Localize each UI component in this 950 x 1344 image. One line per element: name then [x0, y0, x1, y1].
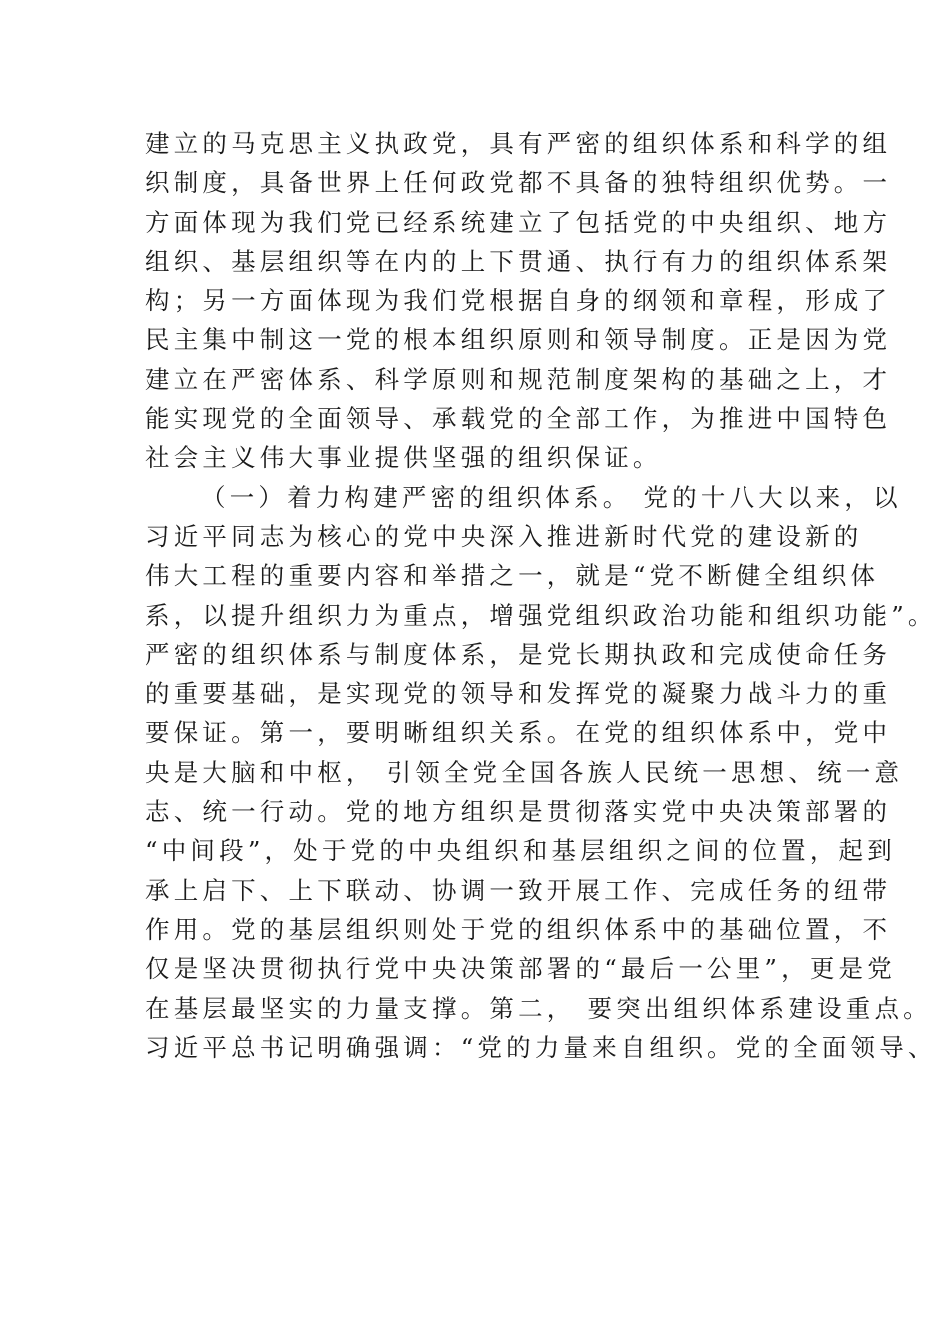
text-line: 社会主义伟大事业提供坚强的组织保证。 [145, 443, 662, 473]
text-line: 央是大脑和中枢， 引领全党全国各族人民统一思想、统一意 [145, 757, 904, 787]
text-line: 构；另一方面体现为我们党根据自身的纲领和章程，形成了 [145, 286, 892, 316]
text-line: 伟大工程的重要内容和举措之一，就是“党不断健全组织体 [145, 561, 880, 591]
text-line: 作用。党的基层组织则处于党的组织体系中的基础位置，不 [145, 914, 892, 944]
text-line: 承上启下、上下联动、协调一致开展工作、完成任务的纽带 [145, 875, 892, 905]
text-line: 的重要基础，是实现党的领导和发挥党的凝聚力战斗力的重 [145, 679, 892, 709]
text-line: 民主集中制这一党的根本组织原则和领导制度。正是因为党 [145, 325, 892, 355]
text-line: 建立的马克思主义执政党，具有严密的组织体系和科学的组 [145, 129, 892, 158]
text-line: 方面体现为我们党已经系统建立了包括党的中央组织、地方 [145, 207, 892, 237]
text-line: 系，以提升组织力为重点，增强党组织政治功能和组织功能”。 [145, 600, 937, 630]
text-line: 能实现党的全面领导、承载党的全部工作，为推进中国特色 [145, 404, 892, 434]
text-line: 习近平总书记明确强调：“党的力量来自组织。党的全面领导、 [145, 1032, 937, 1062]
text-line: 建立在严密体系、科学原则和规范制度架构的基础之上，才 [145, 364, 892, 394]
body-text [145, 124, 937, 1067]
text-line: 织制度，具备世界上任何政党都不具备的独特组织优势。一 [145, 168, 892, 198]
text-line: 要保证。第一，要明晰组织关系。在党的组织体系中，党中 [145, 718, 892, 748]
section-heading-line: （一）着力构建严密的组织体系。 党的十八大以来，以 [201, 482, 902, 512]
text-line: 组织、基层组织等在内的上下贯通、执行有力的组织体系架 [145, 246, 892, 276]
text-line: 习近平同志为核心的党中央深入推进新时代党的建设新的 [145, 521, 863, 551]
text-line: “中间段”，处于党的中央组织和基层组织之间的位置，起到 [145, 836, 896, 866]
text-line: 严密的组织体系与制度体系，是党长期执政和完成使命任务 [145, 639, 892, 669]
text-line: 在基层最坚实的力量支撑。第二， 要突出组织体系建设重点。 [145, 993, 932, 1023]
text-line: 仅是坚决贯彻执行党中央决策部署的“最后一公里”，更是党 [145, 954, 896, 984]
text-line: 志、统一行动。党的地方组织是贯彻落实党中央决策部署的 [145, 797, 892, 827]
